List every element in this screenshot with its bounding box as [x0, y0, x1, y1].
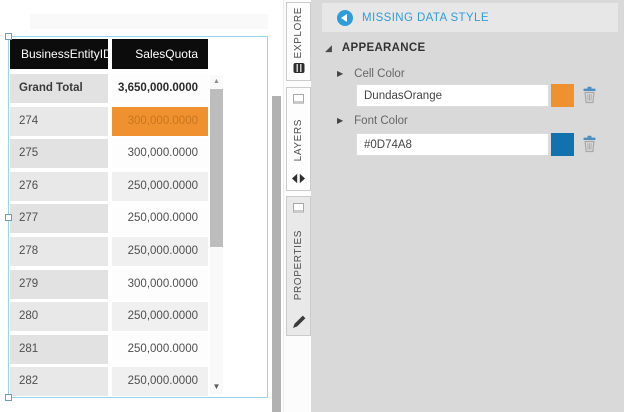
tab-layers-label: LAYERS [293, 118, 304, 162]
cell-businessentityid: 279 [10, 270, 108, 299]
table-row[interactable] [10, 367, 208, 396]
cell-salesquota: 250,000.0000 [112, 302, 208, 331]
table-row[interactable] [10, 139, 208, 168]
appearance-section-header[interactable] [325, 42, 425, 54]
table-row-grand-total[interactable] [10, 74, 208, 103]
table-row[interactable] [10, 237, 208, 266]
column-header-salesquota[interactable]: SalesQuota [112, 39, 208, 69]
canvas-faint-strip [30, 14, 268, 29]
design-canvas[interactable] [0, 0, 283, 412]
table-row[interactable] [10, 270, 208, 299]
cell-businessentityid: 275 [10, 139, 108, 168]
tab-explore-label: EXPLORE [293, 6, 304, 59]
cell-businessentityid: 281 [10, 335, 108, 364]
cell-salesquota: 250,000.0000 [112, 172, 208, 201]
panel-window-icon [293, 94, 304, 104]
tab-properties-label: PROPERTIES [293, 230, 304, 301]
cell-color-input[interactable] [356, 84, 549, 107]
cell-salesquota: 250,000.0000 [112, 367, 208, 396]
properties-panel [311, 0, 624, 412]
back-arrow-icon [341, 14, 347, 22]
cell-salesquota: 300,000.0000 [112, 270, 208, 299]
table-scrollbar[interactable] [210, 75, 223, 394]
trash-icon[interactable] [581, 135, 599, 154]
cell-salesquota-highlighted: 300,000.0000 [112, 107, 208, 136]
cell-salesquota: 250,000.0000 [112, 335, 208, 364]
scroll-down-icon[interactable]: ▼ [212, 382, 221, 391]
tab-properties-label-wrap [293, 216, 304, 315]
tab-properties[interactable] [286, 196, 311, 336]
cell-businessentityid: 282 [10, 367, 108, 396]
appearance-section-label: APPEARANCE [341, 42, 426, 54]
table-scrollbar-thumb[interactable] [210, 89, 223, 247]
cell-salesquota: 250,000.0000 [112, 237, 208, 266]
tab-layers[interactable] [286, 87, 311, 191]
pencil-icon [292, 315, 306, 329]
table-body [10, 74, 208, 396]
side-tabstrip [283, 0, 311, 412]
table-row[interactable] [10, 107, 208, 136]
layers-icon [292, 173, 305, 184]
tab-layers-label-wrap [293, 107, 304, 173]
explore-icon [293, 62, 305, 74]
trash-icon[interactable] [581, 86, 599, 105]
font-color-label: Font Color [354, 115, 408, 127]
column-header-businessentityid[interactable]: BusinessEntityID [10, 39, 108, 69]
table-row[interactable] [10, 172, 208, 201]
table-row[interactable] [10, 335, 208, 364]
cell-businessentityid: 278 [10, 237, 108, 266]
canvas-scrollbar-thumb[interactable] [272, 96, 281, 412]
cell-businessentityid: 274 [10, 107, 108, 136]
font-color-property[interactable] [337, 115, 408, 127]
table-row[interactable] [10, 302, 208, 331]
panel-window-icon [293, 203, 304, 213]
expander-expanded-icon[interactable]: ◢ [325, 43, 332, 53]
missing-data-style-header [322, 3, 618, 32]
back-button[interactable] [337, 10, 353, 26]
cell-color-swatch[interactable] [551, 84, 574, 107]
cell-salesquota: 3,650,000.0000 [112, 74, 208, 103]
scroll-up-icon[interactable]: ▲ [213, 78, 220, 85]
font-color-swatch[interactable] [551, 133, 574, 156]
expander-collapsed-icon[interactable]: ▶ [337, 69, 344, 78]
font-color-input[interactable] [356, 133, 549, 156]
cell-businessentityid: 276 [10, 172, 108, 201]
expander-collapsed-icon[interactable]: ▶ [337, 116, 344, 125]
cell-salesquota: 300,000.0000 [112, 139, 208, 168]
tab-explore-label-wrap [293, 3, 304, 62]
cell-color-label: Cell Color [354, 68, 405, 80]
cell-businessentityid: Grand Total [10, 74, 108, 103]
cell-salesquota: 250,000.0000 [112, 204, 208, 233]
panel-title: MISSING DATA STYLE [362, 11, 489, 24]
cell-color-property[interactable] [337, 68, 405, 80]
cell-businessentityid: 277 [10, 204, 108, 233]
cell-businessentityid: 280 [10, 302, 108, 331]
tab-explore[interactable] [286, 2, 311, 81]
table-row[interactable] [10, 204, 208, 233]
